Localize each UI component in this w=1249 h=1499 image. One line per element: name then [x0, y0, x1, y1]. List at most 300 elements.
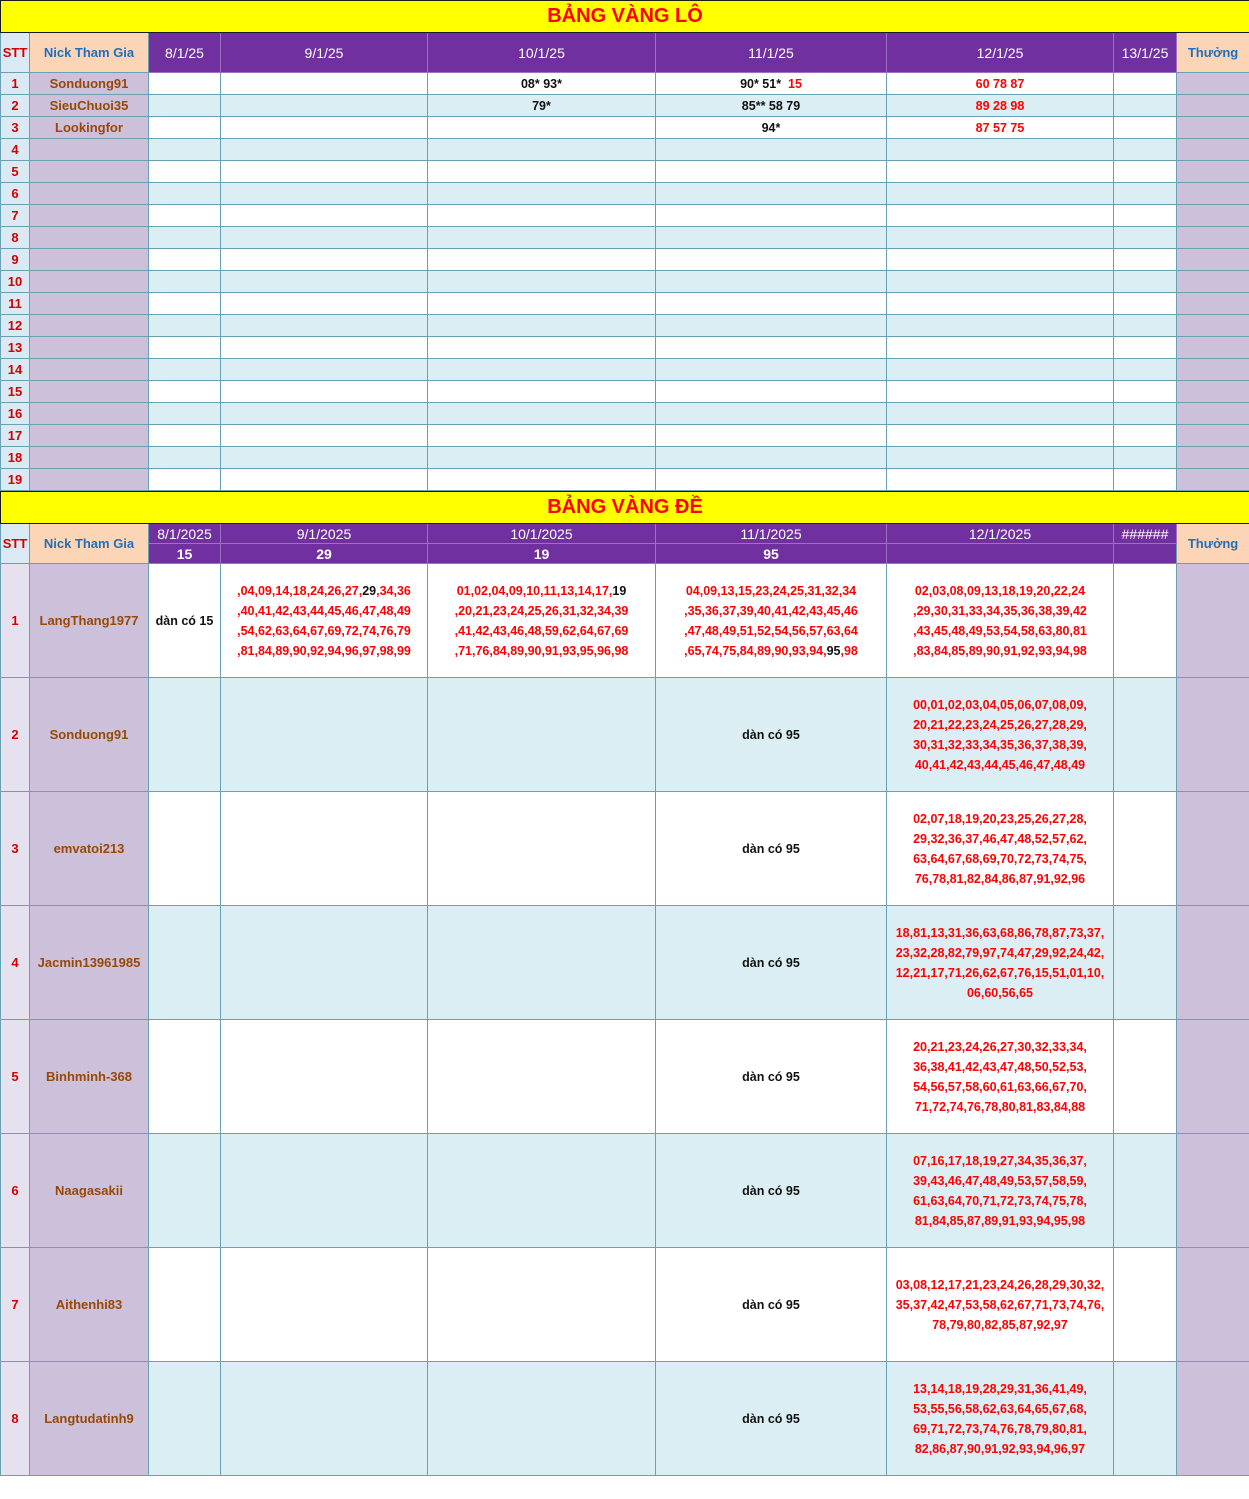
lo-row [1, 469, 1249, 491]
lo-cell-10-1 [428, 117, 656, 139]
lo-cell-9-1 [221, 73, 428, 95]
number-segment: 40,41,42,43,44,45,46,47,48,49 [914, 757, 1086, 772]
lo-cell-prize [1177, 161, 1249, 183]
lo-cell-prize [1177, 381, 1249, 403]
number-segment: 12,21,17,71,26,62,67,76,15,51,01,10, [895, 965, 1105, 980]
lo-cell-13-1 [1114, 359, 1177, 381]
de-cell-d12 [887, 906, 1114, 1020]
lo-cell-prize [1177, 337, 1249, 359]
lo-row [1, 315, 1249, 337]
lo-row [1, 95, 1249, 117]
lo-cell-9-1 [221, 117, 428, 139]
number-segment: ,54,62,63,64,67,69,72,74,76,79 [237, 623, 411, 638]
lo-cell-10-1 [428, 447, 656, 469]
bang-vang-de-table [0, 491, 1249, 1476]
lo-cell-11-1 [656, 73, 887, 95]
de-cell-d12-text [891, 809, 1109, 889]
de-row [1, 1248, 1249, 1362]
lo-cell-12-1 [887, 403, 1114, 425]
number-segment: 61,63,64,70,71,72,73,74,75,78, [913, 1193, 1087, 1208]
lo-cell-11-1 [656, 381, 887, 403]
lo-row-nick [30, 381, 149, 403]
lo-cell-8-1 [149, 359, 221, 381]
lo-header-prize: Thưởng [1177, 33, 1249, 73]
de-cell-d11: dàn có 95 [656, 1020, 887, 1134]
lo-row-stt: 4 [1, 139, 30, 161]
lo-cell-13-1 [1114, 381, 1177, 403]
de-cell-d13 [1114, 1248, 1177, 1362]
lo-cell-11-1 [656, 425, 887, 447]
lo-cell-prize [1177, 183, 1249, 205]
de-header-date: ###### [1114, 524, 1177, 544]
number-segment: 04,09,13,15,23,24,25,31,32,34 [685, 583, 857, 598]
de-cell-d10-text [432, 581, 651, 661]
lo-cell-prize [1177, 403, 1249, 425]
lo-cell-9-1 [221, 227, 428, 249]
lo-row-stt: 17 [1, 425, 30, 447]
number-segment: ,04,09,14,18,24,26,27, [237, 583, 363, 598]
de-cell-d13 [1114, 906, 1177, 1020]
lo-row [1, 403, 1249, 425]
lo-cell-13-1 [1114, 447, 1177, 469]
de-title: BẢNG VÀNG ĐỀ [1, 492, 1249, 524]
de-header-date: 11/1/2025 [656, 524, 887, 544]
lo-cell-11-1 [656, 271, 887, 293]
lo-cell-11-1 [656, 337, 887, 359]
number-segment: 76,78,81,82,84,86,87,91,92,96 [914, 871, 1086, 886]
de-result: 15 [149, 544, 221, 564]
lo-row-stt: 8 [1, 227, 30, 249]
de-header-date: 9/1/2025 [221, 524, 428, 544]
de-cell-prize [1177, 1248, 1249, 1362]
de-result: 19 [428, 544, 656, 564]
number-segment: 18,81,13,31,36,63,68,86,78,87,73,37, [895, 925, 1105, 940]
de-cell-d10 [428, 1248, 656, 1362]
lo-row [1, 73, 1249, 95]
lo-cell-8-1 [149, 271, 221, 293]
lo-cell-prize [1177, 117, 1249, 139]
lo-cell-9-1 [221, 337, 428, 359]
lo-cell-8-1 [149, 95, 221, 117]
de-row [1, 1020, 1249, 1134]
lo-cell-9-1 [221, 403, 428, 425]
de-row [1, 792, 1249, 906]
lo-row-nick [30, 293, 149, 315]
lo-cell-10-1 [428, 249, 656, 271]
lo-cell-13-1 [1114, 139, 1177, 161]
de-cell-d13 [1114, 1020, 1177, 1134]
number-segment: ,41,42,43,46,48,59,62,64,67,69 [454, 623, 629, 638]
lo-cell-12-1 [887, 249, 1114, 271]
de-cell-d11: dàn có 95 [656, 1362, 887, 1476]
lo-row-nick [30, 425, 149, 447]
lo-cell-8-1 [149, 227, 221, 249]
lo-cell-12-1 [887, 293, 1114, 315]
lo-cell-10-1 [428, 205, 656, 227]
number-segment: 53,55,56,58,62,63,64,65,67,68, [913, 1401, 1087, 1416]
de-cell-d12-text [891, 695, 1109, 775]
lo-row-stt: 7 [1, 205, 30, 227]
lo-cell-13-1 [1114, 161, 1177, 183]
number-segment: 23,32,28,82,79,97,74,47,29,92,24,42, [895, 945, 1105, 960]
lo-cell-11-1 [656, 95, 887, 117]
lo-body [1, 73, 1249, 491]
lo-cell-8-1 [149, 161, 221, 183]
de-cell-d10 [428, 792, 656, 906]
lo-cell-12-1 [887, 447, 1114, 469]
lo-cell-10-1: 08* 93* [428, 73, 656, 95]
de-row [1, 678, 1249, 792]
lo-row [1, 205, 1249, 227]
de-cell-d12 [887, 1248, 1114, 1362]
de-row-stt: 4 [1, 906, 30, 1020]
lo-row [1, 293, 1249, 315]
number-segment: ,65,74,75,84,89,90,93,94, [684, 643, 827, 658]
de-cell-prize [1177, 1362, 1249, 1476]
lo-cell-11-1 [656, 315, 887, 337]
de-cell-d9 [221, 1248, 428, 1362]
lo-cell-prize [1177, 227, 1249, 249]
lo-row-nick: Sonduong91 [30, 73, 149, 95]
de-row-nick: Naagasakii [30, 1134, 149, 1248]
lo-cell-8-1 [149, 447, 221, 469]
number-segment: 30,31,32,33,34,35,36,37,38,39, [913, 737, 1087, 752]
lo-row-nick [30, 469, 149, 491]
lo-cell-10-1 [428, 161, 656, 183]
de-cell-d13 [1114, 1362, 1177, 1476]
number-segment: ,35,36,37,39,40,41,42,43,45,46 [684, 603, 858, 618]
lo-cell-13-1 [1114, 469, 1177, 491]
number-segment: 07,16,17,18,19,27,34,35,36,37, [913, 1153, 1087, 1168]
number-segment: ,83,84,85,89,90,91,92,93,94,98 [913, 643, 1087, 658]
lo-cell-prize [1177, 139, 1249, 161]
de-cell-d11: dàn có 95 [656, 1134, 887, 1248]
lo-cell-11-1 [656, 359, 887, 381]
lo-cell-prize [1177, 447, 1249, 469]
lo-cell-12-1 [887, 381, 1114, 403]
de-cell-8-1 [149, 792, 221, 906]
lo-cell-11-1 [656, 139, 887, 161]
lo-cell-13-1 [1114, 117, 1177, 139]
lo-cell-11-1 [656, 403, 887, 425]
number-segment: ,29,30,31,33,34,35,36,38,39,42 [913, 603, 1087, 618]
lo-row-stt: 19 [1, 469, 30, 491]
lo-cell-13-1 [1114, 337, 1177, 359]
lo-cell-11-1-red: 15 [788, 76, 802, 91]
lo-cell-9-1 [221, 161, 428, 183]
lo-cell-8-1 [149, 117, 221, 139]
lo-row-nick [30, 403, 149, 425]
lo-cell-13-1 [1114, 249, 1177, 271]
lo-cell-8-1 [149, 183, 221, 205]
lo-cell-prize [1177, 205, 1249, 227]
lo-cell-13-1 [1114, 271, 1177, 293]
lo-cell-10-1 [428, 271, 656, 293]
lo-cell-11-1-black: 94* [761, 120, 781, 135]
lo-cell-11-1 [656, 205, 887, 227]
de-cell-d9 [221, 1362, 428, 1476]
lo-cell-10-1 [428, 183, 656, 205]
lo-cell-9-1 [221, 205, 428, 227]
number-segment: 82,86,87,90,91,92,93,94,96,97 [914, 1441, 1086, 1456]
de-cell-d13 [1114, 564, 1177, 678]
lo-title: BẢNG VÀNG LÔ [1, 1, 1249, 33]
number-segment: ,81,84,89,90,92,94,96,97,98,99 [237, 643, 411, 658]
number-segment: 00,01,02,03,04,05,06,07,08,09, [913, 697, 1087, 712]
de-cell-d10 [428, 564, 656, 678]
de-header-date: 10/1/2025 [428, 524, 656, 544]
lo-row-nick [30, 337, 149, 359]
lo-row-stt: 12 [1, 315, 30, 337]
lo-cell-prize [1177, 293, 1249, 315]
de-cell-8-1: dàn có 15 [149, 564, 221, 678]
de-cell-d11 [656, 564, 887, 678]
de-row-stt: 7 [1, 1248, 30, 1362]
de-row-nick: emvatoi213 [30, 792, 149, 906]
de-cell-d10 [428, 906, 656, 1020]
de-cell-d10 [428, 678, 656, 792]
lo-row-nick [30, 359, 149, 381]
lo-cell-12-1 [887, 205, 1114, 227]
de-row [1, 1134, 1249, 1248]
de-cell-d12-text [891, 581, 1109, 661]
de-row-stt: 1 [1, 564, 30, 678]
lo-header-date: 13/1/25 [1114, 33, 1177, 73]
de-cell-d9 [221, 564, 428, 678]
lo-header-date: 8/1/25 [149, 33, 221, 73]
lo-cell-11-1 [656, 293, 887, 315]
de-cell-8-1 [149, 678, 221, 792]
number-segment: 29,32,36,37,46,47,48,52,57,62, [913, 831, 1087, 846]
lo-cell-13-1 [1114, 315, 1177, 337]
de-row [1, 1362, 1249, 1476]
lo-row-stt: 3 [1, 117, 30, 139]
lo-cell-8-1 [149, 337, 221, 359]
number-segment: ,47,48,49,51,52,54,56,57,63,64 [684, 623, 858, 638]
number-segment: 13,14,18,19,28,29,31,36,41,49, [913, 1381, 1087, 1396]
lo-cell-9-1 [221, 139, 428, 161]
de-row-nick: LangThang1977 [30, 564, 149, 678]
de-row-stt: 6 [1, 1134, 30, 1248]
number-segment: 29 [362, 583, 377, 598]
de-row-stt: 3 [1, 792, 30, 906]
de-cell-d13 [1114, 678, 1177, 792]
de-cell-d12 [887, 564, 1114, 678]
lo-row-stt: 5 [1, 161, 30, 183]
de-result: 29 [221, 544, 428, 564]
de-header-stt: STT [1, 524, 30, 564]
de-cell-d13 [1114, 792, 1177, 906]
number-segment: 02,07,18,19,20,23,25,26,27,28, [913, 811, 1087, 826]
de-cell-d12 [887, 792, 1114, 906]
de-cell-8-1 [149, 1134, 221, 1248]
lo-row [1, 425, 1249, 447]
lo-header-date: 12/1/25 [887, 33, 1114, 73]
lo-header-stt: STT [1, 33, 30, 73]
lo-cell-9-1 [221, 249, 428, 271]
de-row-nick: Aithenhi83 [30, 1248, 149, 1362]
bang-vang-lo-table [0, 0, 1249, 491]
de-cell-d11: dàn có 95 [656, 792, 887, 906]
lo-row-nick [30, 249, 149, 271]
lo-cell-11-1 [656, 469, 887, 491]
de-cell-d11: dàn có 95 [656, 678, 887, 792]
de-cell-prize [1177, 1134, 1249, 1248]
lo-cell-prize [1177, 73, 1249, 95]
lo-cell-10-1 [428, 469, 656, 491]
lo-cell-12-1: 60 78 87 [887, 73, 1114, 95]
de-cell-d11-text [660, 581, 882, 661]
lo-cell-8-1 [149, 315, 221, 337]
lo-row [1, 161, 1249, 183]
lo-cell-10-1 [428, 403, 656, 425]
lo-row-stt: 2 [1, 95, 30, 117]
de-cell-d12-text [891, 923, 1109, 1003]
lo-cell-13-1 [1114, 73, 1177, 95]
de-cell-d12 [887, 1362, 1114, 1476]
lo-cell-9-1 [221, 381, 428, 403]
lo-row-nick: SieuChuoi35 [30, 95, 149, 117]
number-segment: 35,37,42,47,53,58,62,67,71,73,74,76, [895, 1297, 1105, 1312]
de-header-date: 8/1/2025 [149, 524, 221, 544]
lo-cell-prize [1177, 249, 1249, 271]
de-cell-d10 [428, 1020, 656, 1134]
lo-cell-9-1 [221, 95, 428, 117]
lo-row-nick [30, 183, 149, 205]
lo-cell-11-1 [656, 117, 887, 139]
lo-cell-10-1 [428, 425, 656, 447]
lo-row-nick [30, 205, 149, 227]
lo-cell-13-1 [1114, 205, 1177, 227]
lo-row [1, 359, 1249, 381]
lo-cell-13-1 [1114, 425, 1177, 447]
lo-cell-10-1 [428, 293, 656, 315]
lo-cell-13-1 [1114, 227, 1177, 249]
lo-cell-13-1 [1114, 293, 1177, 315]
de-header-nick: Nick Tham Gia [30, 524, 149, 564]
lo-row [1, 117, 1249, 139]
de-result: 95 [656, 544, 887, 564]
number-segment: 71,72,74,76,78,80,81,83,84,88 [914, 1099, 1086, 1114]
lo-cell-13-1 [1114, 183, 1177, 205]
de-cell-8-1 [149, 906, 221, 1020]
de-header-prize: Thưởng [1177, 524, 1249, 564]
lo-cell-9-1 [221, 425, 428, 447]
lo-cell-prize [1177, 95, 1249, 117]
number-segment: 36,38,41,42,43,47,48,50,52,53, [913, 1059, 1087, 1074]
de-cell-d12-text [891, 1037, 1109, 1117]
lo-header-date: 11/1/25 [656, 33, 887, 73]
lo-row [1, 227, 1249, 249]
lo-cell-9-1 [221, 293, 428, 315]
de-cell-prize [1177, 678, 1249, 792]
lo-cell-12-1 [887, 337, 1114, 359]
lo-cell-11-1 [656, 227, 887, 249]
lo-row [1, 447, 1249, 469]
number-segment: 54,56,57,58,60,61,63,66,67,70, [913, 1079, 1087, 1094]
lo-cell-prize [1177, 315, 1249, 337]
lo-cell-10-1 [428, 381, 656, 403]
lo-row-stt: 14 [1, 359, 30, 381]
lo-cell-12-1 [887, 315, 1114, 337]
number-segment: 39,43,46,47,48,49,53,57,58,59, [913, 1173, 1087, 1188]
de-header-date: 12/1/2025 [887, 524, 1114, 544]
lo-cell-9-1 [221, 359, 428, 381]
lo-cell-13-1 [1114, 403, 1177, 425]
lo-row-nick [30, 447, 149, 469]
de-cell-d12-text [891, 1379, 1109, 1459]
de-cell-8-1 [149, 1020, 221, 1134]
lo-cell-11-1 [656, 161, 887, 183]
lo-row [1, 381, 1249, 403]
number-segment: 01,02,04,09,10,11,13,14,17, [456, 583, 613, 598]
lo-row [1, 271, 1249, 293]
lo-cell-8-1 [149, 249, 221, 271]
de-cell-d11: dàn có 95 [656, 1248, 887, 1362]
de-cell-d10 [428, 1362, 656, 1476]
lo-cell-8-1 [149, 139, 221, 161]
lo-cell-11-1-black: 85** 58 79 [741, 98, 801, 113]
de-cell-d12 [887, 1134, 1114, 1248]
lo-cell-10-1: 79* [428, 95, 656, 117]
lo-cell-13-1 [1114, 95, 1177, 117]
de-cell-d11: dàn có 95 [656, 906, 887, 1020]
lo-header-nick: Nick Tham Gia [30, 33, 149, 73]
lo-row-stt: 15 [1, 381, 30, 403]
de-cell-d9 [221, 1020, 428, 1134]
de-cell-prize [1177, 564, 1249, 678]
lo-cell-8-1 [149, 403, 221, 425]
lo-row-stt: 16 [1, 403, 30, 425]
lo-cell-8-1 [149, 381, 221, 403]
de-cell-8-1 [149, 1248, 221, 1362]
lo-cell-8-1 [149, 425, 221, 447]
number-segment: 03,08,12,17,21,23,24,26,28,29,30,32, [895, 1277, 1105, 1292]
de-cell-d9-text [225, 581, 423, 661]
lo-cell-10-1 [428, 337, 656, 359]
lo-row-nick: Lookingfor [30, 117, 149, 139]
lo-cell-11-1 [656, 447, 887, 469]
number-segment: 02,03,08,09,13,18,19,20,22,24 [914, 583, 1086, 598]
lo-cell-10-1 [428, 139, 656, 161]
number-segment: 06,60,56,65 [966, 985, 1034, 1000]
number-segment: ,20,21,23,24,25,26,31,32,34,39 [454, 603, 629, 618]
de-cell-d12 [887, 1020, 1114, 1134]
lo-row [1, 249, 1249, 271]
de-cell-d13 [1114, 1134, 1177, 1248]
de-cell-d9 [221, 1134, 428, 1248]
de-cell-d12-text [891, 1151, 1109, 1231]
de-row-nick: Binhminh-368 [30, 1020, 149, 1134]
lo-row [1, 139, 1249, 161]
number-segment: 78,79,80,82,85,87,92,97 [932, 1317, 1068, 1332]
de-cell-d9 [221, 678, 428, 792]
lo-cell-12-1: 87 57 75 [887, 117, 1114, 139]
lo-row-stt: 9 [1, 249, 30, 271]
lo-row-nick [30, 227, 149, 249]
de-row-nick: Jacmin13961985 [30, 906, 149, 1020]
number-segment: ,98 [840, 643, 858, 658]
number-segment: 63,64,67,68,69,70,72,73,74,75, [913, 851, 1087, 866]
lo-row-stt: 6 [1, 183, 30, 205]
lo-cell-12-1 [887, 139, 1114, 161]
lo-cell-prize [1177, 271, 1249, 293]
de-row-nick: Sonduong91 [30, 678, 149, 792]
number-segment: ,71,76,84,89,90,91,93,95,96,98 [454, 643, 629, 658]
lo-header-date: 10/1/25 [428, 33, 656, 73]
de-cell-prize [1177, 792, 1249, 906]
lo-row-nick [30, 161, 149, 183]
